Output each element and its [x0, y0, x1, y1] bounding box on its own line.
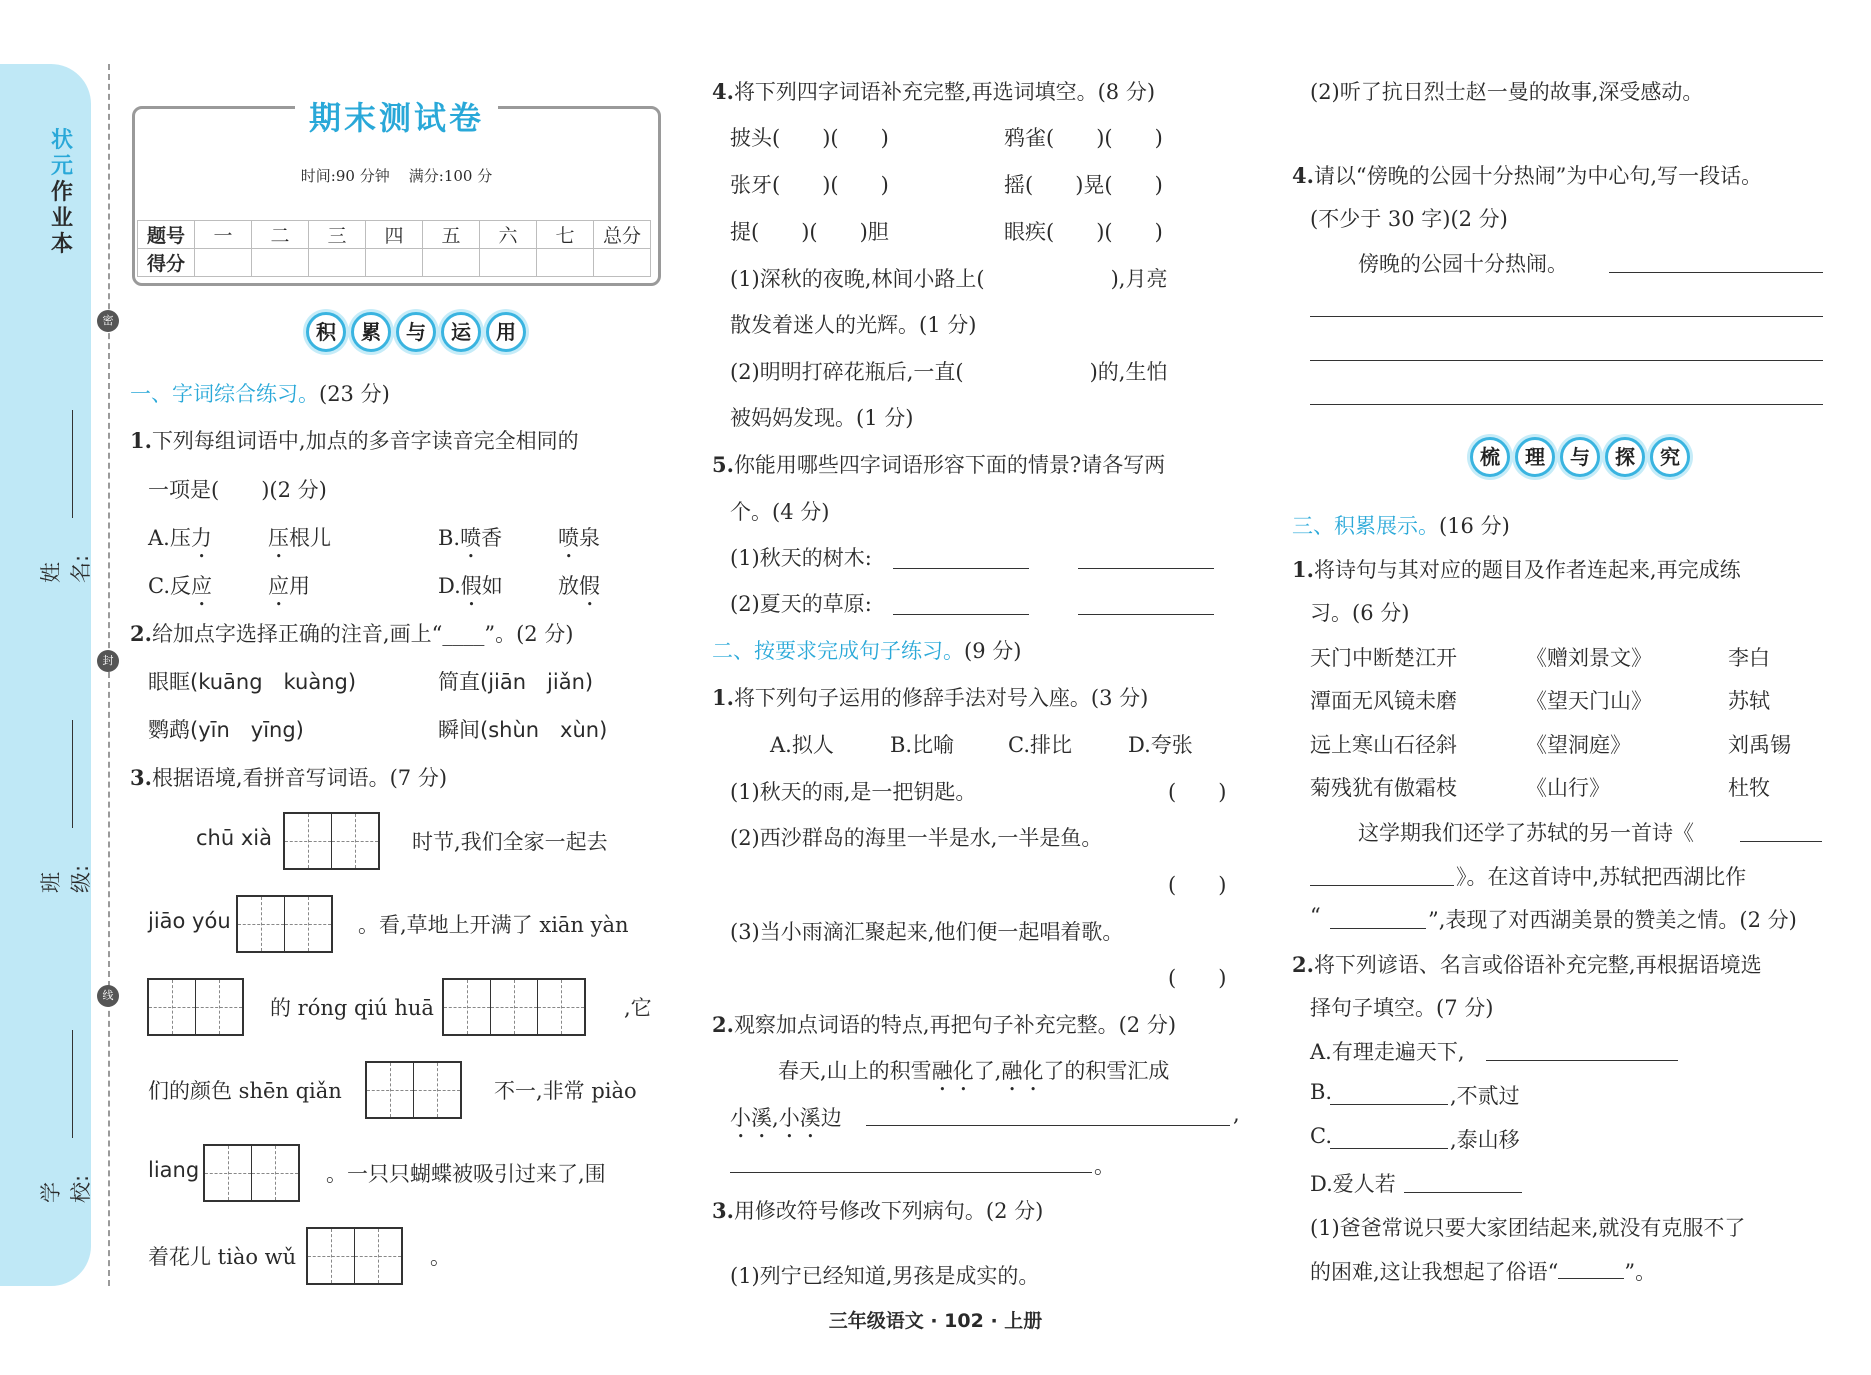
- p1-opt-c: C.排比: [1008, 733, 1072, 757]
- score-header: 三: [309, 221, 366, 249]
- q1-option-b[interactable]: B.喷香: [438, 526, 503, 550]
- page-footer: 三年级语文 · 102 · 上册: [828, 1310, 1043, 1332]
- exam-title: 期末测试卷: [135, 93, 658, 139]
- q5-b-blank-1[interactable]: [893, 614, 1029, 615]
- m2-sentence-1b: 的困难,这让我想起了俗语“ ”。: [1310, 1260, 1657, 1284]
- school-line: [72, 1030, 73, 1138]
- c3-sentence-2: (2)听了抗日烈士赵一曼的故事,深受感动。: [1310, 80, 1704, 104]
- poem-title[interactable]: 《山行》: [1526, 776, 1610, 800]
- q3-text-7: 。一只只蝴蝶被吸引过来了,围: [326, 1162, 606, 1186]
- banner-char: 累: [351, 312, 391, 352]
- q3-box-2[interactable]: [236, 895, 333, 953]
- w4-start: 傍晚的公园十分热闹。: [1358, 252, 1568, 276]
- q3-text-3: 的 róng qiú huā: [270, 996, 434, 1020]
- score-cell[interactable]: [423, 249, 480, 277]
- m2-b2: ,不贰过: [1450, 1084, 1520, 1108]
- w4-line1: 4.请以“傍晚的公园十分热闹”为中心句,写一段话。: [1292, 163, 1763, 188]
- q1-option-a2: 压根儿: [268, 526, 331, 550]
- section-2-heading: 二、按要求完成句子练习。(9 分): [712, 639, 1022, 663]
- cut-line: [108, 64, 110, 1286]
- poem-line[interactable]: 菊残犹有傲霜枝: [1310, 776, 1457, 800]
- m1-line2: 习。(6 分): [1310, 601, 1410, 625]
- banner-char: 运: [441, 312, 481, 352]
- q3-text-5: 们的颜色 shēn qiǎn: [148, 1079, 342, 1103]
- q5-b-blank-2[interactable]: [1078, 614, 1214, 615]
- q3-box-3[interactable]: [147, 978, 244, 1036]
- p1-text: 1.将下列句子运用的修辞手法对号入座。(3 分): [712, 685, 1149, 710]
- poem-author[interactable]: 杜牧: [1728, 776, 1770, 800]
- p1-answer-3[interactable]: ( ): [1168, 966, 1227, 990]
- score-cell[interactable]: [195, 249, 252, 277]
- q3-box-5[interactable]: [365, 1061, 462, 1119]
- m2-sentence-1a: (1)爸爸常说只要大家团结起来,就没有克服不了: [1310, 1216, 1746, 1240]
- section-banner-explore: [1470, 437, 1695, 475]
- p2-line1: 春天,山上的积雪融化了,融化了的积雪汇成: [778, 1059, 1170, 1083]
- q3-pinyin-7: liang: [148, 1158, 200, 1182]
- q3-text-2: 。看,草地上开满了 xiān yàn: [358, 913, 629, 937]
- q2-row2a[interactable]: 鹦鹉(yīn yīng): [148, 718, 304, 742]
- banner-char: 与: [1560, 437, 1600, 477]
- q5-a: (1)秋天的树木:: [730, 546, 872, 570]
- q3-box-6[interactable]: [203, 1144, 300, 1202]
- q1-option-a[interactable]: A.压力: [148, 526, 212, 550]
- q4-sentence-2b: 被妈妈发现。(1 分): [730, 406, 914, 430]
- p2-blank-1[interactable]: [866, 1125, 1230, 1126]
- name-line: [72, 410, 73, 518]
- m1-para-1: 这学期我们还学了苏轼的另一首诗《: [1358, 821, 1694, 845]
- banner-char: 用: [486, 312, 526, 352]
- m2-d: D.爱人若: [1310, 1172, 1396, 1196]
- p2-blank-2[interactable]: [730, 1172, 1092, 1173]
- m2-s-blank[interactable]: [1558, 1258, 1624, 1279]
- m1-para-3a: “: [1310, 904, 1321, 928]
- brand-line-1: 状元: [50, 128, 73, 179]
- poem-line[interactable]: 潭面无风镜未磨: [1310, 689, 1457, 713]
- seal-xian: 线: [97, 985, 119, 1007]
- poem-author[interactable]: 苏轼: [1728, 689, 1770, 713]
- m1-para-2: 》。在这首诗中,苏轼把西湖比作: [1456, 865, 1747, 889]
- q1-option-b2: 喷泉: [558, 526, 600, 550]
- exam-header: [132, 99, 661, 286]
- banner-char: 与: [396, 312, 436, 352]
- p1-opt-b: B.比喻: [890, 733, 955, 757]
- q5-a-blank-2[interactable]: [1078, 568, 1214, 569]
- section-3-heading: 三、积累展示。(16 分): [1292, 514, 1510, 538]
- banner-char: 理: [1515, 437, 1555, 477]
- m2-b-blank[interactable]: [1330, 1104, 1448, 1105]
- poem-author[interactable]: 李白: [1728, 646, 1770, 670]
- score-cell[interactable]: [537, 249, 594, 277]
- q3-text-1: 时节,我们全家一起去: [412, 830, 608, 854]
- brand-logo: [48, 128, 76, 258]
- q1-option-c2: 应用: [268, 574, 310, 598]
- q2-row1a[interactable]: 眼眶(kuāng kuàng): [148, 670, 357, 694]
- p1-opt-d: D.夸张: [1128, 733, 1193, 757]
- p1-answer-2[interactable]: ( ): [1168, 873, 1227, 897]
- seal-feng: 封: [97, 650, 119, 672]
- p1-sentence-3: (3)当小雨滴汇聚起来,他们便一起唱着歌。: [730, 920, 1124, 944]
- poem-line[interactable]: 天门中断楚江开: [1310, 646, 1457, 670]
- poem-author[interactable]: 刘禹锡: [1728, 733, 1791, 757]
- w4-blank-2[interactable]: [1310, 316, 1823, 317]
- q4-word-5[interactable]: 提( )( )胆: [730, 220, 889, 244]
- q4-word-4[interactable]: 摇( )晃( ): [1004, 173, 1163, 197]
- q2-row1b[interactable]: 简直(jiān jiǎn): [438, 670, 594, 694]
- banner-char: 探: [1605, 437, 1645, 477]
- p1-answer-1[interactable]: ( ): [1168, 780, 1227, 804]
- q5-line2: 个。(4 分): [730, 500, 830, 524]
- m2-b1: B.: [1310, 1080, 1333, 1104]
- q1-line2: 一项是( )(2 分): [148, 478, 327, 502]
- p2-end: 。: [1094, 1154, 1115, 1178]
- m2-line2: 择句子填空。(7 分): [1310, 996, 1494, 1020]
- score-cell[interactable]: [594, 249, 651, 277]
- m2-c2: ,泰山移: [1450, 1128, 1520, 1152]
- m1-para-3b: ”,表现了对西湖美景的赞美之情。(2 分): [1428, 908, 1797, 932]
- q3-text-6: 不一,非常 piào: [494, 1079, 637, 1103]
- seal-mi: 密: [97, 310, 119, 332]
- banner-char: 究: [1650, 437, 1690, 477]
- poem-title[interactable]: 《望洞庭》: [1526, 733, 1631, 757]
- p3-sentence-1: (1)列宁已经知道,男孩是成实的。: [730, 1264, 1040, 1288]
- q1-option-c[interactable]: C.反应: [148, 574, 212, 598]
- p1-opt-a: A.拟人: [770, 733, 834, 757]
- score-cell[interactable]: [252, 249, 309, 277]
- score-cell[interactable]: [309, 249, 366, 277]
- class-label: 班级:: [39, 864, 93, 893]
- q3-text-8: 着花儿 tiào wǔ: [148, 1245, 297, 1269]
- q4-word-1[interactable]: 披头( )( ): [730, 126, 889, 150]
- q2-text: 2.给加点字选择正确的注音,画上“____”。(2 分): [130, 621, 574, 646]
- q3-text: 3.根据语境,看拼音写词语。(7 分): [130, 765, 448, 790]
- q5-b: (2)夏天的草原:: [730, 592, 872, 616]
- banner-char: 梳: [1470, 437, 1510, 477]
- score-table: [137, 220, 651, 277]
- school-label: 学校:: [39, 1174, 93, 1203]
- score-header: 二: [252, 221, 309, 249]
- q4-word-6[interactable]: 眼疾( )( ): [1004, 220, 1163, 244]
- q4-sentence-2a[interactable]: (2)明明打碎花瓶后,一直( )的,生怕: [730, 360, 1168, 384]
- q3-text-4: ,它: [624, 996, 652, 1020]
- p1-sentence-1: (1)秋天的雨,是一把钥匙。: [730, 780, 977, 804]
- p1-sentence-2: (2)西沙群岛的海里一半是水,一半是鱼。: [730, 826, 1103, 850]
- score-header: 题号: [138, 221, 195, 249]
- m1-blank-2[interactable]: [1330, 928, 1426, 929]
- w4-line2: (不少于 30 字)(2 分): [1310, 207, 1508, 231]
- score-header: 六: [480, 221, 537, 249]
- p2-line2: 小溪,小溪边: [730, 1106, 842, 1130]
- score-header: 五: [423, 221, 480, 249]
- m1-blank-1a[interactable]: [1740, 841, 1822, 842]
- section-banner-accumulate: [306, 312, 531, 350]
- q3-box-4[interactable]: [442, 978, 586, 1036]
- score-row-label: 得分: [138, 249, 195, 277]
- q4-sentence-1a[interactable]: (1)深秋的夜晚,林间小路上( ),月亮: [730, 267, 1168, 291]
- q3-box-1[interactable]: [283, 812, 380, 870]
- binding-band: [0, 64, 91, 1286]
- q2-row2b[interactable]: 瞬间(shùn xùn): [438, 718, 608, 742]
- q4-text: 4.将下列四字词语补充完整,再选词填空。(8 分): [712, 79, 1156, 104]
- m2-d-blank[interactable]: [1404, 1192, 1522, 1193]
- score-cell[interactable]: [480, 249, 537, 277]
- score-header: 一: [195, 221, 252, 249]
- q1-option-d[interactable]: D.假如: [438, 574, 503, 598]
- score-header: 七: [537, 221, 594, 249]
- w4-blank-1[interactable]: [1609, 272, 1823, 273]
- banner-char: 积: [306, 312, 346, 352]
- score-header: 总分: [594, 221, 651, 249]
- q1-line1: 1.下列每组词语中,加点的多音字读音完全相同的: [130, 428, 579, 453]
- name-label: 姓名:: [39, 554, 93, 583]
- q5-line1: 5.你能用哪些四字词语形容下面的情景?请各写两: [712, 452, 1166, 477]
- m1-line1: 1.将诗句与其对应的题目及作者连起来,再完成练: [1292, 557, 1741, 582]
- q4-word-3[interactable]: 张牙( )( ): [730, 173, 889, 197]
- q4-word-2[interactable]: 鸦雀( )( ): [1004, 126, 1163, 150]
- w4-blank-4[interactable]: [1310, 404, 1823, 405]
- score-header: 四: [366, 221, 423, 249]
- score-cell[interactable]: [366, 249, 423, 277]
- m2-line1: 2.将下列谚语、名言或俗语补充完整,再根据语境选: [1292, 952, 1762, 977]
- q1-option-d2: 放假: [558, 574, 600, 598]
- m2-a: A.有理走遍天下,: [1310, 1040, 1465, 1064]
- m2-c1: C.: [1310, 1124, 1332, 1148]
- q3-pinyin-2: jiāo yóu: [148, 909, 231, 933]
- m2-c-blank[interactable]: [1330, 1148, 1448, 1149]
- p2-comma: ,: [1233, 1102, 1240, 1126]
- class-line: [72, 720, 73, 828]
- m2-a-blank[interactable]: [1486, 1060, 1678, 1061]
- q4-sentence-1b: 散发着迷人的光辉。(1 分): [730, 313, 977, 337]
- q3-box-7[interactable]: [306, 1227, 403, 1285]
- w4-blank-3[interactable]: [1310, 360, 1823, 361]
- poem-line[interactable]: 远上寒山石径斜: [1310, 733, 1457, 757]
- poem-title[interactable]: 《望天门山》: [1526, 689, 1652, 713]
- p3-text: 3.用修改符号修改下列病句。(2 分): [712, 1198, 1044, 1223]
- p2-text: 2.观察加点词语的特点,再把句子补充完整。(2 分): [712, 1012, 1177, 1037]
- poem-title[interactable]: 《赠刘景文》: [1526, 646, 1652, 670]
- q3-text-9: 。: [430, 1245, 451, 1269]
- q5-a-blank-1[interactable]: [893, 568, 1029, 569]
- section-1-heading: 一、字词综合练习。(23 分): [130, 382, 390, 406]
- exam-info: 时间:90 分钟 满分:100 分: [300, 167, 493, 185]
- brand-line-2: 作业: [50, 180, 73, 231]
- brand-line-3: 本: [50, 232, 73, 257]
- q3-pinyin-1: chū xià: [196, 826, 272, 850]
- m1-blank-1b[interactable]: [1310, 885, 1454, 886]
